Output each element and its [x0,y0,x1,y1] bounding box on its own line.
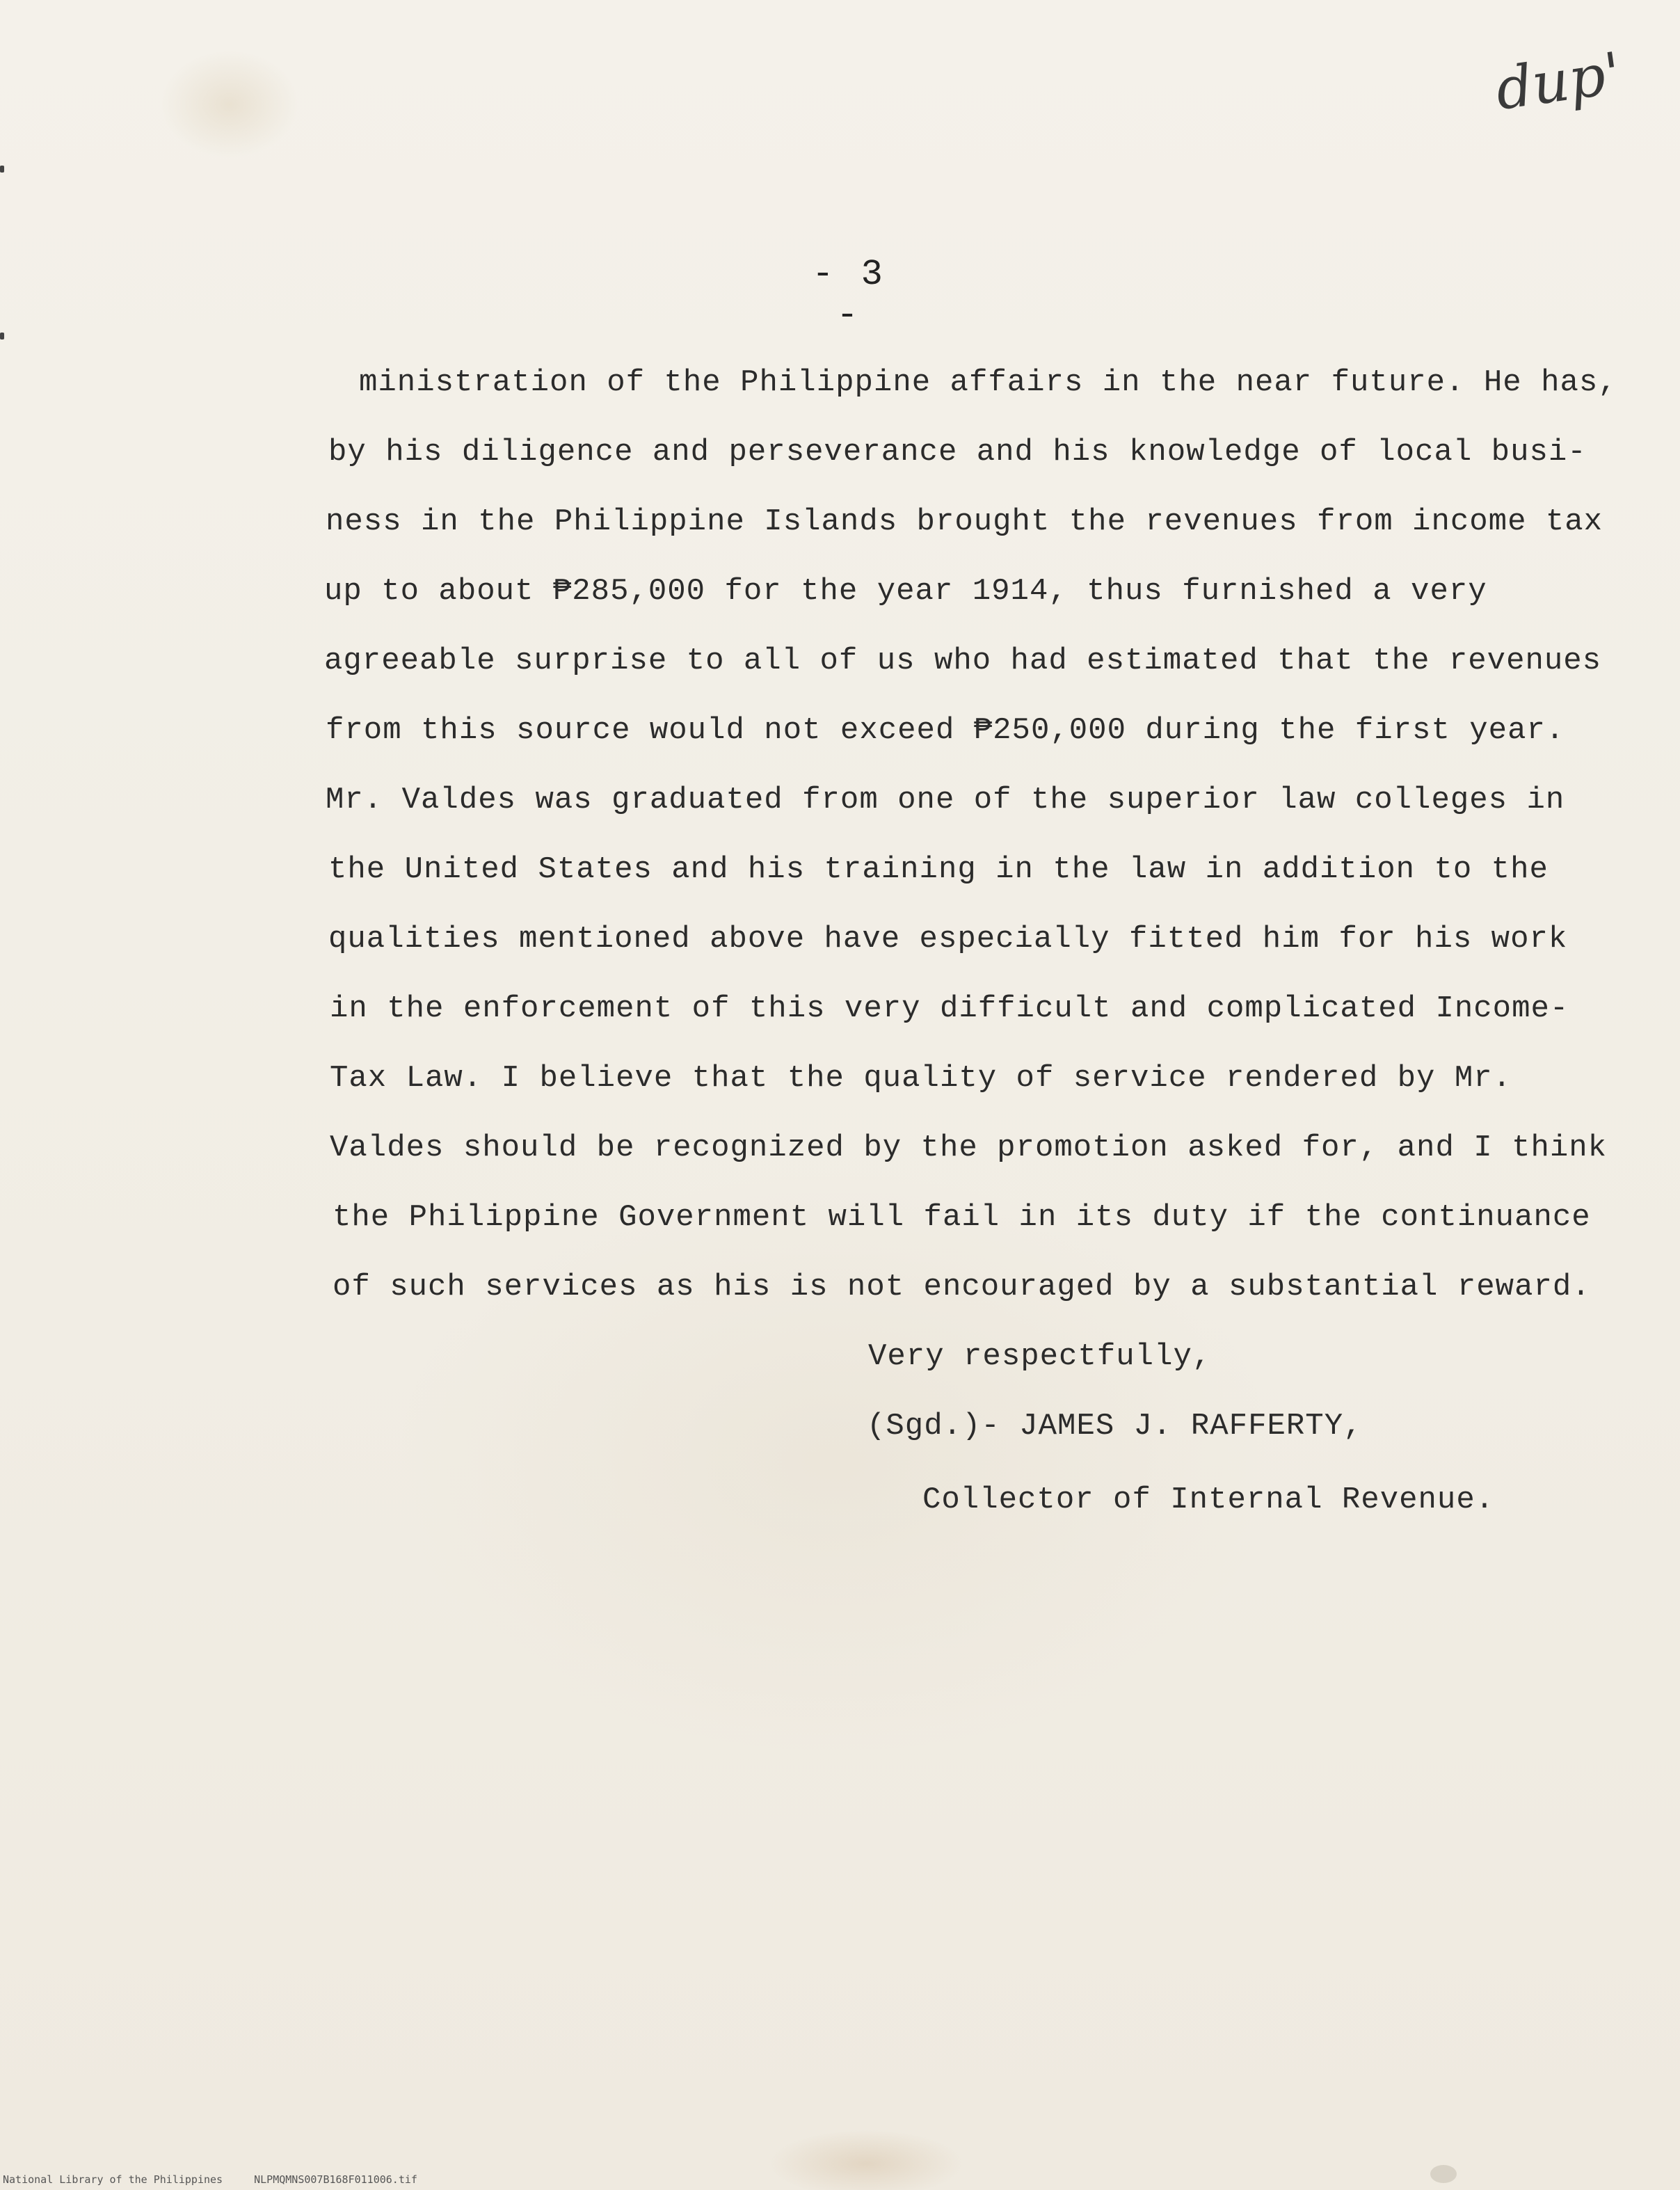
body-line: up to about ₱285,000 for the year 1914, thus furnished a very [324,574,1487,609]
handwritten-annotation: dup' [1491,40,1626,124]
page-number: - 3 - [812,254,886,336]
body-line: ministration of the Philippine affairs in the near future. He has, [359,365,1617,400]
scan-footer [3,2173,417,2186]
body-line: of such services as his is not encouraged by a substantial reward. [333,1270,1591,1304]
body-line: from this source would not exceed ₱250,000 during the first year. [326,713,1565,748]
body-line: the Philippine Government will fail in its duty if the continuance [333,1200,1591,1235]
footer-source: National Library of the Philippines [3,2173,223,2186]
body-line: Tax Law. I believe that the quality of service rendered by Mr. [330,1061,1512,1096]
body-line: the United States and his training in the law in addition to the [328,852,1549,887]
body-line: Valdes should be recognized by the promotion asked for, and I think [330,1130,1608,1165]
edge-mark [0,166,4,173]
signatory-title: Collector of Internal Revenue. [922,1482,1495,1517]
footer-file: NLPMQMNS007B168F011006.tif [254,2173,417,2186]
body-line: qualities mentioned above have especially fitted him for his work [328,922,1568,957]
body-line: Mr. Valdes was graduated from one of the superior law colleges in [326,783,1565,817]
body-line: by his diligence and perseverance and his knowledge of local busi- [328,435,1587,470]
body-line: ness in the Philippine Islands brought the revenues from income tax [326,504,1603,539]
body-line: agreeable surprise to all of us who had estimated that the revenues [324,644,1602,678]
body-line: in the enforcement of this very difficult and complicated Income- [330,991,1569,1026]
edge-mark [0,333,4,339]
closing-salutation: Very respectfully, [868,1339,1212,1374]
signature-line: (Sgd.)- JAMES J. RAFFERTY, [867,1409,1363,1444]
punch-hole [1430,2165,1457,2183]
